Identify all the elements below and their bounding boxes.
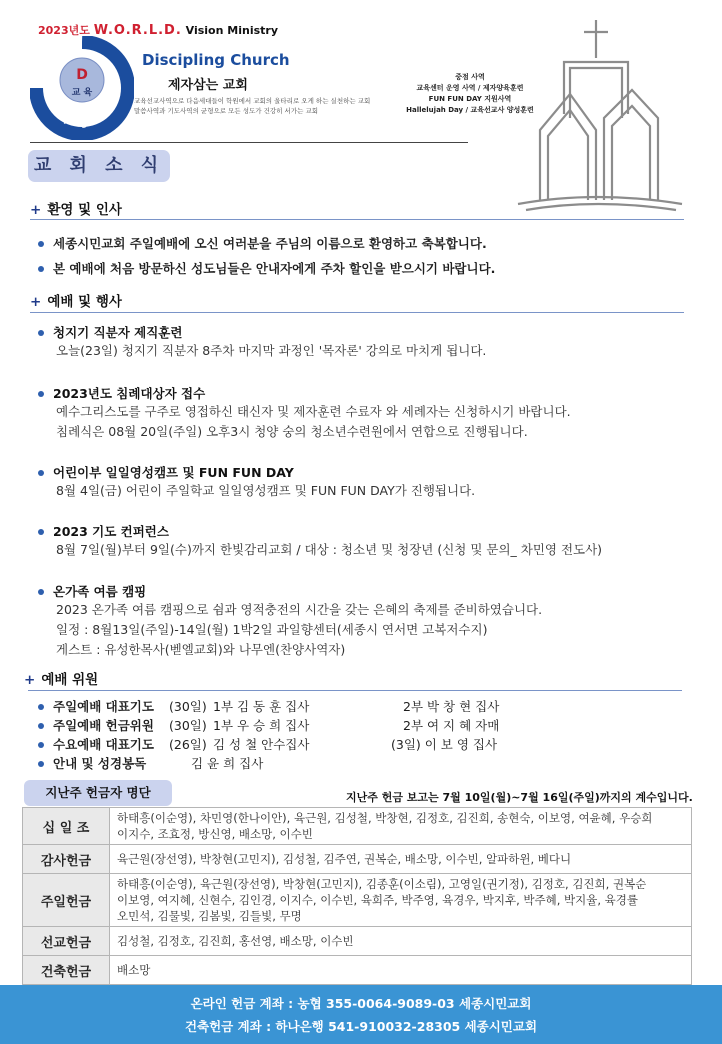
motto-line: 교육선교사역으로 다음세대들이 학원에서 교회의 울타리로 오게 하는 실천하는 교회 [134,97,371,105]
focus-line: FUN FUN DAY 지원사역 [428,95,512,103]
account-footer [0,985,722,1044]
motto-line: 말씀사역과 기도사역의 균형으로 모든 성도가 건강히 서가는 교회 [134,107,318,115]
bullet-icon [38,761,44,767]
event-title: 온가족 여름 캠핑 [38,582,542,600]
offering-table [22,807,692,985]
offering-report-note: 지난주 헌금 보고는 7월 10일(월)~7월 16일(주일)까지의 계수입니다. [346,791,693,804]
focus-line: 교육센터 운영 사역 / 제자양육훈련 [416,84,524,92]
offering-names [110,956,692,985]
event-line: 8월 7일(월)부터 9일(수)까지 한빛감리교회 / 대상 : 청소년 및 청장년 (신청 및 문의_ 차민영 전도사) [56,542,603,557]
offering-category: 선교헌금 [23,927,110,956]
church-name-en: Discipling Church [142,51,290,69]
event-item [38,463,475,501]
event-line: 게스트 : 유성한목사(벧엘교회)와 나무엔(찬양사역자) [56,642,346,657]
church-cross-illustration [512,14,692,214]
bullet-icon [38,391,44,397]
duty-label: 주일예배 대표기도 [53,699,154,714]
bullet-icon [38,241,44,247]
news-title: 교 회 소 식 [28,150,170,182]
table-row [23,927,692,956]
offering-category: 감사헌금 [23,845,110,874]
duty-date: (30일) [169,718,207,733]
plus-icon: + [30,202,42,218]
event-line: 오늘(23일) 청지기 직분자 8주차 마지막 과정인 '목자론' 강의로 마치게 됩니다. [56,343,487,358]
focus-title: 중점 사역 [455,73,485,81]
duty-person: 김 성 철 안수집사 [213,737,310,752]
names-line: 이보영, 여지혜, 신현수, 김인경, 이지수, 이수빈, 육희주, 박주영, 육경우, 박지후, 박주혜, 박지율, 육경률 [117,893,638,907]
welcome-divider [30,219,684,220]
table-row [23,874,692,927]
duty-person: (3일) 이 보 영 집사 [391,737,498,752]
world-text: W.O.R.L.D. [93,23,182,38]
names-line: 김성철, 김정호, 김진희, 홍선영, 배소망, 이수빈 [117,934,354,948]
logo-ring-text: Discipling Church [45,101,119,130]
duty-person: 2부 여 지 혜 자매 [403,718,500,733]
duty-row [38,754,263,772]
event-line: 2023 온가족 여름 캠핑으로 쉼과 영적충전의 시간을 갖는 은혜의 축제를 준비하였습니다. [56,602,543,617]
duty-person: 2부 박 창 현 집사 [403,699,500,714]
names-line: 육근원(장선영), 박창현(고민지), 김성철, 김주연, 권복순, 배소망, 이수빈, 알파하윈, 베다니 [117,852,572,866]
event-line: 8월 4일(금) 어린이 주일학교 일일영성캠프 및 FUN FUN DAY가 진행됩니다. [56,483,476,498]
offering-title: 지난주 헌금자 명단 [24,780,172,806]
church-logo [30,36,134,140]
duty-date: (26일) [169,737,207,752]
event-title: 어린이부 일일영성캠프 및 FUN FUN DAY [38,463,475,481]
event-title: 청지기 직분자 제직훈련 [38,323,486,341]
names-line: 이지수, 조효정, 방신영, 배소망, 이수빈 [117,827,313,841]
duty-person: 김 윤 희 집사 [191,756,264,771]
plus-icon: + [24,672,36,688]
bullet-icon [38,470,44,476]
duty-row [38,716,499,734]
event-title: 2023년도 침례대상자 접수 [38,384,571,402]
event-item [38,582,542,660]
duty-divider [28,690,682,691]
duty-heading: + 예배 위원 [24,672,99,688]
duty-label: 안내 및 성경봉독 [53,756,147,771]
table-row [23,845,692,874]
duty-row [38,697,499,715]
bullet-icon [38,742,44,748]
table-row [23,808,692,845]
account-line: 건축헌금 계좌 : 하나은행 541-910032-28305 세종시민교회 [184,1019,538,1034]
bullet-icon [38,266,44,272]
duty-label: 수요예배 대표기도 [53,737,154,752]
offering-category: 십 일 조 [23,808,110,845]
bullet-icon [38,529,44,535]
offering-names [110,808,692,845]
year-text: 2023년도 [38,24,90,37]
logo-inner-text: 교 육 [71,88,93,98]
church-motto [134,96,370,116]
event-item [38,522,602,560]
events-heading: + 예배 및 행사 [30,294,122,310]
duty-person: 1부 김 동 훈 집사 [213,699,310,714]
duty-label: 주일예배 헌금위원 [53,718,154,733]
bullet-icon [38,723,44,729]
welcome-item: 세종시민교회 주일예배에 오신 여러분을 주님의 이름으로 환영하고 축복합니다. [38,234,487,252]
names-line: 배소망 [117,963,151,977]
events-divider [30,312,684,313]
offering-names [110,845,692,874]
bullet-icon [38,704,44,710]
church-name-ko: 제자삼는 교회 [168,78,248,93]
event-line: 일정 : 8월13일(주일)-14일(월) 1박2일 과일향센터(세종시 연서면 고복저수지) [56,622,488,637]
ministry-text: Vision Ministry [185,24,278,37]
duty-person: 1부 우 승 희 집사 [213,718,310,733]
names-line: 하태흥(이순영), 육근원(장선영), 박창현(고민지), 김종훈(이소림), 고영일(권기정), 김정호, 김진희, 권복순 [117,877,647,891]
bullet-icon [38,330,44,336]
table-row [23,956,692,985]
event-title: 2023 기도 컨퍼런스 [38,522,602,540]
offering-category: 건축헌금 [23,956,110,985]
offering-names [110,927,692,956]
duty-date: (30일) [169,699,207,714]
event-line: 예수그리스도를 구주로 영접하신 태신자 및 제자훈련 수료자 와 세례자는 신청하시기 바랍니다. [56,404,571,419]
welcome-item: 본 예배에 처음 방문하신 성도님들은 안내자에게 주차 할인을 받으시기 바랍니다. [38,259,495,277]
duty-row [38,735,497,753]
event-item [38,323,486,361]
names-line: 오민석, 김물빛, 김봄빛, 김들빛, 무명 [117,909,302,923]
header-divider [30,142,468,143]
event-item [38,384,571,442]
account-line: 온라인 헌금 계좌 : 농협 355-0064-9089-03 세종시민교회 [190,996,532,1011]
focus-line: Hallelujah Day / 교육선교사 양성훈련 [406,106,534,114]
event-line: 침례식은 08월 20일(주일) 오후3시 청양 숭의 청소년수련원에서 연합으로 진행됩니다. [56,424,528,439]
plus-icon: + [30,294,42,310]
names-line: 하태흥(이순영), 차민영(한나이안), 육근원, 김성철, 박창현, 김정호, 김진희, 송현숙, 이보영, 여윤혜, 우승희 [117,811,653,825]
bullet-icon [38,589,44,595]
logo-letter: D [76,67,88,83]
offering-category: 주일헌금 [23,874,110,927]
welcome-heading: + 환영 및 인사 [30,202,122,218]
offering-names [110,874,692,927]
